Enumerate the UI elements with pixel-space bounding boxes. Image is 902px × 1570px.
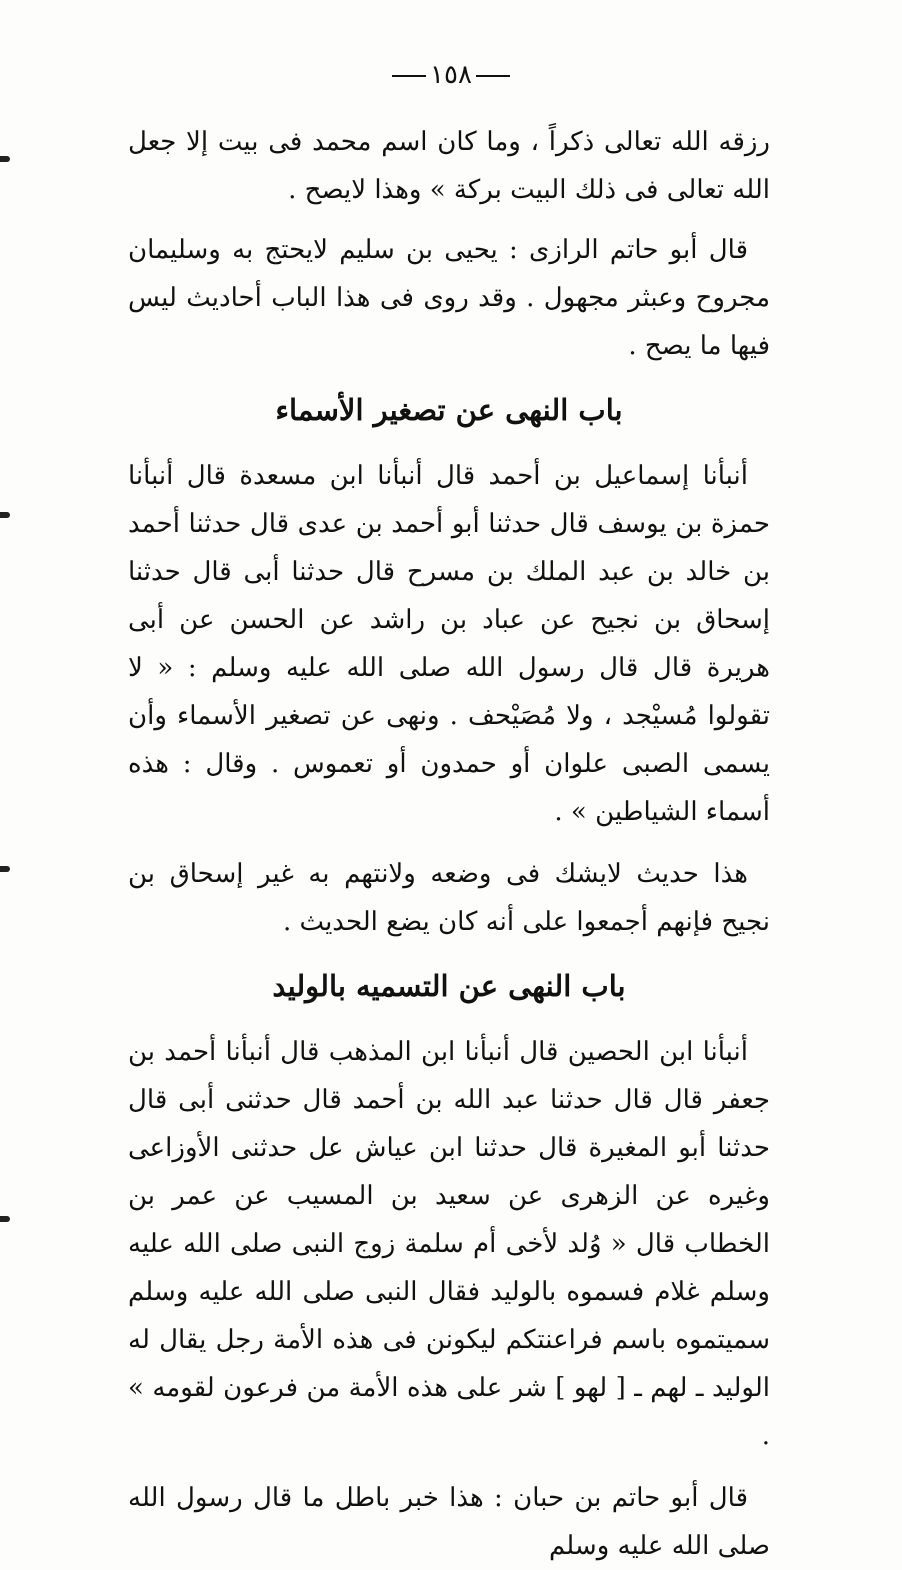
scan-edge-mark bbox=[0, 512, 10, 518]
section-heading-diminutive-names: باب النهى عن تصغير الأسماء bbox=[275, 393, 623, 427]
page-number-text: ١٥٨ bbox=[430, 60, 472, 90]
page-number-rule-left bbox=[392, 75, 426, 77]
paragraph-hadith-al-walid: أنبأنا ابن الحصين قال أنبأنا ابن المذهب قال أنبأنا أحمد بن جعفر قال قال حدثنا عبد الله بن أحمد قال حدثنى أبى قال حدثنا أبو المغيرة قال حدثنا ابن عياش عل حدثنى الأوزاعى وغيره عن الزهرى عن سعيد بن المسيب عن عمر بن الخطاب قال « وُلد لأخى أم سلمة زوج النبى صلى الله عليه وسلم غلام فسموه بالوليد فقال النبى صلى الله عليه وسلم سميتموه باسم فراعنتكم ليكونن فى هذه الأمة رجل يقال له الوليد ـ لهم ـ [ لهو ] شر على هذه الأمة من فرعون لقومه » . bbox=[128, 1037, 770, 1451]
paragraph-ibn-hibban: قال أبو حاتم بن حبان : هذا خبر باطل ما قال رسول الله صلى الله عليه وسلم bbox=[128, 1483, 770, 1561]
scan-edge-mark bbox=[0, 1216, 10, 1222]
scan-edge-mark bbox=[0, 866, 10, 872]
paragraph-hadith-diminutive: أنبأنا إسماعيل بن أحمد قال أنبأنا ابن مسعدة قال أنبأنا حمزة بن يوسف قال حدثنا أبو أحمد بن عدى قال حدثنا أحمد بن خالد بن عبد الملك بن مسرح قال حدثنا أبى قال حدثنا إسحاق بن نجيح عن عباد بن راشد عن الحسن عن أبى هريرة قال قال رسول الله صلى الله عليه وسلم : « لا تقولوا مُسيْجد ، ولا مُصَيْحف . ونهى عن تصغير الأسماء وأن يسمى الصبى علوان أو حمدون أو تعموس . وقال : هذه أسماء الشياطين » . bbox=[128, 461, 770, 827]
paragraph-continuation: رزقه الله تعالى ذكراً ، وما كان اسم محمد فى بيت إلا جعل الله تعالى فى ذلك البيت بركة » وهذا لايصح . bbox=[128, 127, 770, 205]
paragraph-abu-hatim-razi: قال أبو حاتم الرازى : يحيى بن سليم لايحتج به وسليمان مجروح وعبثر مجهول . وقد روى فى هذا الباب أحاديث ليس فيها ما يصح . bbox=[128, 235, 770, 361]
page-number bbox=[0, 58, 902, 92]
paragraph-fabrication-note: هذا حديث لايشك فى وضعه ولانتهم به غير إسحاق بن نجيح فإنهم أجمعوا على أنه كان يضع الحديث . bbox=[128, 859, 770, 937]
page-number-rule-right bbox=[476, 75, 510, 77]
section-heading-al-walid: باب النهى عن التسميه بالوليد bbox=[272, 969, 626, 1003]
page-body bbox=[128, 118, 770, 1570]
scan-edge-mark bbox=[0, 156, 10, 162]
